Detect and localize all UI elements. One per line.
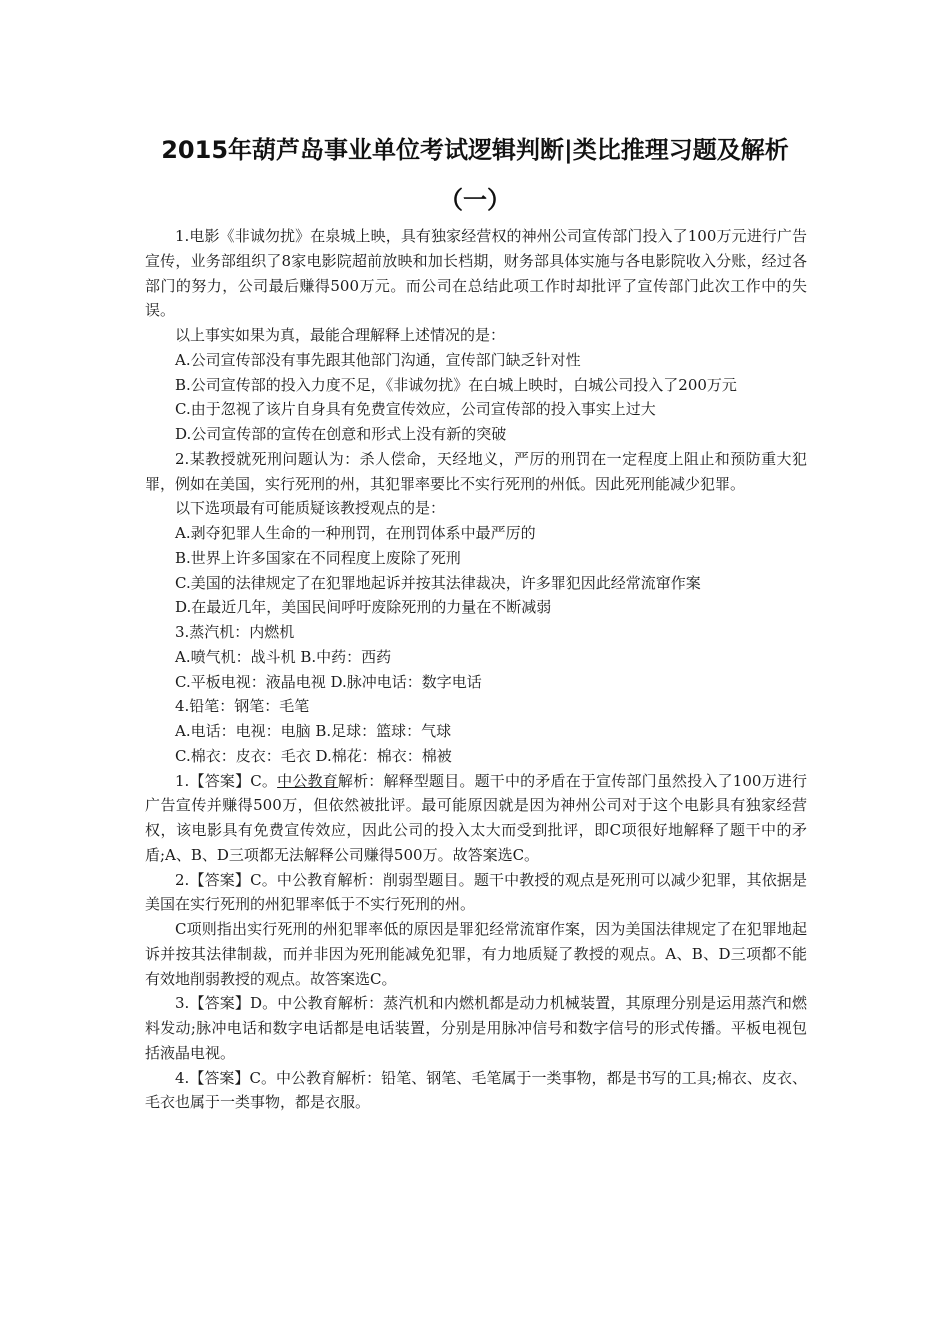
question-3-options-ab: A.喷气机：战斗机 B.中药：西药 — [175, 647, 392, 666]
question-2-option-a: A.剥夺犯罪人生命的一种刑罚，在刑罚体系中最严厉的 — [175, 524, 536, 542]
question-1-stem: 1.电影《非诚勿扰》在泉城上映，具有独家经营权的神州公司宣传部门投入了100万元进行广告宣传，业务部组织了8家电影院超前放映和加长档期，财务部具体实施与各电影院收入分账，经过各部门的努力，公司最后赚得500万元。而公司在总结此项工作时却批评了宣传部门此次工作中的失误。 — [145, 227, 807, 320]
answer-3: 3.【答案】D。中公教育解析：蒸汽机和内燃机都是动力机械装置，其原理分别是运用蒸汽和燃料发动;脉冲电话和数字电话都是电话装置，分别是用脉冲信号和数字信号的形式传播。平板电视包括液晶电视。 — [145, 994, 807, 1062]
question-2-option-d: D.在最近几年，美国民间呼吁废除死刑的力量在不断减弱 — [175, 598, 552, 617]
question-2-stem: 2.某教授就死刑问题认为：杀人偿命，天经地义，严厉的刑罚在一定程度上阻止和预防重大犯罪，例如在美国，实行死刑的州，其犯罪率要比不实行死刑的州低。因此死刑能减少犯罪。 — [145, 449, 807, 493]
document-body — [145, 224, 807, 1115]
page-title: 2015年葫芦岛事业单位考试逻辑判断|类比推理习题及解析 — [161, 136, 789, 164]
question-4-stem: 4.铅笔：钢笔：毛笔 — [175, 697, 310, 716]
answer-1-text: 解析：解释型题目。题干中的矛盾在于宣传部门虽然投入了100万进行广告宣传并赚得500万，但依然被批评。最可能原因就是因为神州公司对于这个电影具有独家经营权，该电影具有免费宣传效应，因此公司的投入太大而受到批评，即C项很好地解释了题干中的矛盾;A、B、D三项都无法解释公司赚得500万。故答案选C。 — [145, 771, 807, 864]
answer-4: 4.【答案】C。中公教育解析：铅笔、钢笔、毛笔属于一类事物，都是书写的工具;棉衣、皮衣、毛衣也属于一类事物，都是衣服。 — [145, 1068, 807, 1112]
question-4-options-cd: C.棉衣：皮衣：毛衣 D.棉花：棉衣：棉被 — [175, 746, 452, 765]
question-3-stem: 3.蒸汽机：内燃机 — [175, 623, 295, 641]
question-2-prompt: 以下选项最有可能质疑该教授观点的是： — [175, 499, 446, 518]
question-1-option-b: B.公司宣传部的投入力度不足，《非诚勿扰》在白城上映时，白城公司投入了200万元 — [175, 375, 737, 394]
answer-1 — [145, 769, 807, 868]
question-1-option-a: A.公司宣传部没有事先跟其他部门沟通，宣传部门缺乏针对性 — [175, 350, 581, 369]
question-3-options-cd: C.平板电视：液晶电视 D.脉冲电话：数字电话 — [175, 672, 482, 691]
question-1-option-d: D.公司宣传部的宣传在创意和形式上没有新的突破 — [175, 425, 507, 443]
question-4-options-ab: A.电话：电视：电脑 B.足球：篮球：气球 — [175, 722, 452, 740]
zhonggong-link[interactable]: 中公教育 — [277, 771, 338, 790]
answer-1-label: 1.【答案】C。 — [175, 771, 278, 790]
answer-2: 2.【答案】C。中公教育解析：削弱型题目。题干中教授的观点是死刑可以减少犯罪，其依据是美国在实行死刑的州犯罪率低于不实行死刑的州。 — [145, 870, 807, 914]
page-title-part: （一） — [439, 186, 511, 214]
answer-2-continued: C项则指出实行死刑的州犯罪率低的原因是罪犯经常流窜作案，因为美国法律规定了在犯罪地起诉并按其法律制裁，而并非因为死刑能减免犯罪，有力地质疑了教授的观点。A、B、D三项都不能有效地削弱教授的观点。故答案选C。 — [145, 920, 807, 988]
question-1-prompt: 以上事实如果为真，最能合理解释上述情况的是： — [175, 326, 506, 344]
question-2-option-c: C.美国的法律规定了在犯罪地起诉并按其法律裁决，许多罪犯因此经常流窜作案 — [175, 573, 701, 592]
question-1-option-c: C.由于忽视了该片自身具有免费宣传效应，公司宣传部的投入事实上过大 — [175, 400, 656, 419]
question-2-option-b: B.世界上许多国家在不同程度上废除了死刑 — [175, 548, 461, 567]
